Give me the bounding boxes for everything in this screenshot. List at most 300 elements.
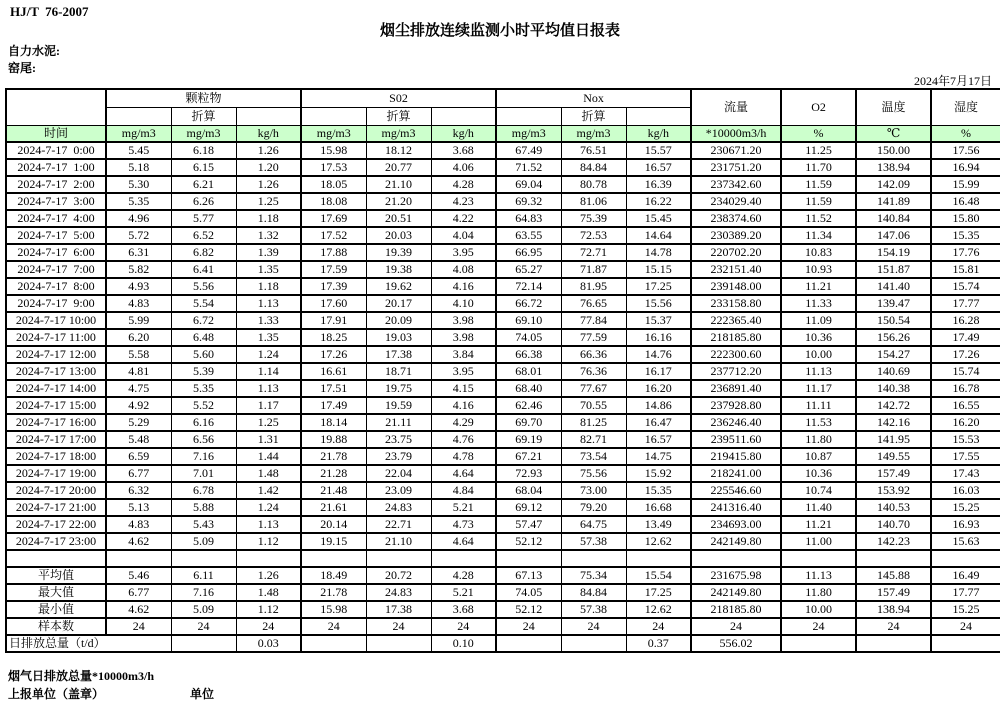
value-cell: 140.69 [856,363,931,380]
header-spacer [626,108,691,126]
value-cell: 4.73 [431,516,496,533]
value-cell: 17.38 [366,346,431,363]
value-cell: 1.12 [236,533,301,550]
value-cell: 66.95 [496,244,561,261]
header-row-units [6,126,1000,143]
value-cell: 16.55 [931,397,1000,414]
value-cell: 24 [106,618,171,635]
value-cell: 17.55 [931,448,1000,465]
value-cell: 6.32 [106,482,171,499]
value-cell: 239511.60 [691,431,781,448]
value-cell: 84.84 [561,159,626,176]
value-cell: 11.21 [781,278,856,295]
table-row [6,533,1000,550]
value-cell: 17.77 [931,295,1000,312]
value-cell: 231675.98 [691,567,781,584]
value-cell [561,550,626,567]
value-cell: 11.52 [781,210,856,227]
value-cell: 71.87 [561,261,626,278]
value-cell: 154.19 [856,244,931,261]
value-cell: 1.44 [236,448,301,465]
value-cell: 15.99 [931,176,1000,193]
value-cell: 12.62 [626,601,691,618]
unit-cell: kg/h [431,126,496,143]
value-cell: 17.26 [931,346,1000,363]
value-cell: 237928.80 [691,397,781,414]
summary-row [6,584,1000,601]
value-cell: 1.35 [236,261,301,278]
value-cell: 6.26 [171,193,236,210]
value-cell: 15.45 [626,210,691,227]
unit-cell: mg/m3 [171,126,236,143]
value-cell: 24 [626,618,691,635]
table-row [6,176,1000,193]
header-flow: 流量 [691,89,781,126]
value-cell: 6.21 [171,176,236,193]
value-cell: 4.81 [106,363,171,380]
value-cell [931,635,1000,652]
value-cell: 11.09 [781,312,856,329]
table-body [6,142,1000,652]
value-cell [561,635,626,652]
standard-code: HJ/T 76-2007 [10,4,89,19]
value-cell: 218185.80 [691,601,781,618]
value-cell: 18.25 [301,329,366,346]
value-cell: 140.38 [856,380,931,397]
table-row [6,346,1000,363]
value-cell: 75.34 [561,567,626,584]
table-row [6,142,1000,159]
time-cell: 2024-7-17 6:00 [6,244,106,261]
value-cell [781,635,856,652]
value-cell: 17.25 [626,584,691,601]
value-cell: 4.04 [431,227,496,244]
value-cell: 20.09 [366,312,431,329]
header-spacer [301,108,366,126]
value-cell: 13.49 [626,516,691,533]
value-cell: 19.39 [366,244,431,261]
value-cell: 6.52 [171,227,236,244]
unit-cell: kg/h [626,126,691,143]
value-cell: 15.92 [626,465,691,482]
value-cell: 16.49 [931,567,1000,584]
value-cell: 231751.20 [691,159,781,176]
company-label: 自力水泥: [8,44,60,58]
value-cell: 16.20 [626,380,691,397]
value-cell: 16.39 [626,176,691,193]
value-cell: 142.09 [856,176,931,193]
value-cell: 1.18 [236,210,301,227]
value-cell: 225546.60 [691,482,781,499]
value-cell: 18.12 [366,142,431,159]
value-cell: 16.17 [626,363,691,380]
summary-label: 最小值 [6,601,106,618]
value-cell: 5.30 [106,176,171,193]
value-cell: 150.00 [856,142,931,159]
value-cell: 6.11 [171,567,236,584]
value-cell: 0.03 [236,635,301,652]
time-cell: 2024-7-17 18:00 [6,448,106,465]
value-cell [301,550,366,567]
value-cell: 242149.80 [691,584,781,601]
value-cell: 150.54 [856,312,931,329]
value-cell: 5.82 [106,261,171,278]
time-cell: 2024-7-17 23:00 [6,533,106,550]
value-cell: 24 [171,618,236,635]
value-cell: 139.47 [856,295,931,312]
summary-row [6,567,1000,584]
value-cell: 23.75 [366,431,431,448]
value-cell: 24.83 [366,584,431,601]
value-cell: 142.23 [856,533,931,550]
value-cell [496,550,561,567]
value-cell: 5.48 [106,431,171,448]
value-cell: 5.13 [106,499,171,516]
table-row [6,227,1000,244]
value-cell: 0.37 [626,635,691,652]
time-cell: 2024-7-17 1:00 [6,159,106,176]
value-cell: 24 [366,618,431,635]
time-cell [6,550,106,567]
time-cell: 2024-7-17 16:00 [6,414,106,431]
value-cell: 5.72 [106,227,171,244]
value-cell: 24 [236,618,301,635]
value-cell: 75.39 [561,210,626,227]
value-cell: 66.38 [496,346,561,363]
value-cell: 72.53 [561,227,626,244]
value-cell: 4.62 [106,533,171,550]
value-cell: 11.59 [781,176,856,193]
value-cell: 15.63 [931,533,1000,550]
value-cell: 20.77 [366,159,431,176]
value-cell: 57.38 [561,533,626,550]
value-cell: 1.25 [236,193,301,210]
value-cell: 3.84 [431,346,496,363]
value-cell: 5.77 [171,210,236,227]
time-cell: 2024-7-17 13:00 [6,363,106,380]
value-cell: 138.94 [856,159,931,176]
value-cell: 67.49 [496,142,561,159]
value-cell [431,550,496,567]
time-cell: 2024-7-17 4:00 [6,210,106,227]
daily-total-row [6,635,1000,652]
value-cell: 3.98 [431,312,496,329]
value-cell: 17.43 [931,465,1000,482]
value-cell: 11.53 [781,414,856,431]
value-cell: 6.82 [171,244,236,261]
value-cell: 23.09 [366,482,431,499]
time-cell: 2024-7-17 14:00 [6,380,106,397]
value-cell: 4.64 [431,465,496,482]
value-cell: 4.78 [431,448,496,465]
value-cell: 15.35 [931,227,1000,244]
unit-cell: mg/m3 [496,126,561,143]
value-cell: 16.68 [626,499,691,516]
value-cell: 1.25 [236,414,301,431]
time-cell: 2024-7-17 8:00 [6,278,106,295]
value-cell: 1.13 [236,295,301,312]
value-cell: 11.80 [781,584,856,601]
group-header-so2: S02 [301,89,496,108]
value-cell: 15.74 [931,278,1000,295]
value-cell: 11.00 [781,533,856,550]
reporting-unit-label: 上报单位（盖章） [8,687,105,701]
value-cell: 21.20 [366,193,431,210]
value-cell: 19.03 [366,329,431,346]
value-cell: 17.69 [301,210,366,227]
value-cell: 5.52 [171,397,236,414]
table-row [6,159,1000,176]
header-spacer [431,108,496,126]
time-cell: 2024-7-17 21:00 [6,499,106,516]
value-cell: 19.75 [366,380,431,397]
value-cell: 4.06 [431,159,496,176]
value-cell: 6.56 [171,431,236,448]
time-cell: 2024-7-17 22:00 [6,516,106,533]
value-cell: 6.16 [171,414,236,431]
value-cell: 17.51 [301,380,366,397]
value-cell: 242149.80 [691,533,781,550]
value-cell: 18.71 [366,363,431,380]
value-cell: 24 [931,618,1000,635]
table-row [6,448,1000,465]
value-cell: 16.03 [931,482,1000,499]
value-cell: 4.64 [431,533,496,550]
value-cell: 11.13 [781,567,856,584]
value-cell: 222300.60 [691,346,781,363]
value-cell: 7.16 [171,584,236,601]
value-cell: 3.98 [431,329,496,346]
value-cell [301,635,366,652]
value-cell: 15.98 [301,601,366,618]
value-cell: 52.12 [496,533,561,550]
value-cell: 18.08 [301,193,366,210]
value-cell: 80.78 [561,176,626,193]
value-cell: 11.40 [781,499,856,516]
value-cell: 69.10 [496,312,561,329]
value-cell: 64.83 [496,210,561,227]
value-cell: 52.12 [496,601,561,618]
value-cell: 17.52 [301,227,366,244]
header-spacer [496,108,561,126]
value-cell: 1.24 [236,499,301,516]
time-cell: 2024-7-17 0:00 [6,142,106,159]
value-cell: 11.25 [781,142,856,159]
value-cell [496,635,561,652]
unit-cell: mg/m3 [106,126,171,143]
value-cell: 556.02 [691,635,781,652]
time-cell: 2024-7-17 3:00 [6,193,106,210]
value-cell: 5.35 [171,380,236,397]
table-row [6,193,1000,210]
value-cell [626,550,691,567]
value-cell: 1.39 [236,244,301,261]
value-cell: 1.18 [236,278,301,295]
daily-total-label: 日排放总量（t/d） [6,635,171,652]
value-cell: 64.75 [561,516,626,533]
value-cell: 20.72 [366,567,431,584]
value-cell: 62.46 [496,397,561,414]
value-cell: 10.36 [781,465,856,482]
table-row [6,329,1000,346]
value-cell: 15.74 [931,363,1000,380]
unit-cell: mg/m3 [301,126,366,143]
value-cell: 15.25 [931,499,1000,516]
value-cell: 141.89 [856,193,931,210]
value-cell: 11.33 [781,295,856,312]
value-cell: 1.24 [236,346,301,363]
table-row [6,465,1000,482]
value-cell: 6.15 [171,159,236,176]
value-cell: 77.84 [561,312,626,329]
value-cell: 138.94 [856,601,931,618]
value-cell [366,635,431,652]
value-cell: 18.49 [301,567,366,584]
header-humidity: 湿度 [931,89,1000,126]
location-label: 窑尾: [8,61,36,75]
value-cell: 84.84 [561,584,626,601]
value-cell: 72.71 [561,244,626,261]
value-cell: 14.86 [626,397,691,414]
value-cell: 24 [431,618,496,635]
value-cell: 17.91 [301,312,366,329]
header-converted: 折算 [366,108,431,126]
value-cell: 21.28 [301,465,366,482]
value-cell: 14.78 [626,244,691,261]
value-cell: 17.49 [301,397,366,414]
value-cell: 5.45 [106,142,171,159]
value-cell: 77.67 [561,380,626,397]
value-cell: 20.17 [366,295,431,312]
value-cell: 12.62 [626,533,691,550]
value-cell: 1.35 [236,329,301,346]
value-cell: 69.04 [496,176,561,193]
table-row [6,312,1000,329]
value-cell: 157.49 [856,465,931,482]
value-cell: 71.52 [496,159,561,176]
value-cell: 218241.00 [691,465,781,482]
value-cell: 10.74 [781,482,856,499]
value-cell: 237342.60 [691,176,781,193]
value-cell [366,550,431,567]
value-cell: 76.36 [561,363,626,380]
value-cell: 149.55 [856,448,931,465]
value-cell: 7.01 [171,465,236,482]
value-cell: 15.37 [626,312,691,329]
table-row [6,397,1000,414]
value-cell: 10.83 [781,244,856,261]
value-cell: 69.19 [496,431,561,448]
value-cell: 19.62 [366,278,431,295]
value-cell: 17.88 [301,244,366,261]
value-cell: 147.06 [856,227,931,244]
group-header-nox: Nox [496,89,691,108]
value-cell: 19.59 [366,397,431,414]
summary-row [6,601,1000,618]
table-row [6,431,1000,448]
value-cell: 5.21 [431,584,496,601]
value-cell: 16.57 [626,431,691,448]
value-cell: 233158.80 [691,295,781,312]
value-cell: 19.15 [301,533,366,550]
value-cell: 238374.60 [691,210,781,227]
value-cell: 16.48 [931,193,1000,210]
value-cell: 4.93 [106,278,171,295]
value-cell: 16.94 [931,159,1000,176]
page-title: 烟尘排放连续监测小时平均值日报表 [379,23,620,39]
value-cell: 18.14 [301,414,366,431]
time-cell: 2024-7-17 15:00 [6,397,106,414]
table-row [6,482,1000,499]
value-cell: 142.16 [856,414,931,431]
value-cell: 11.13 [781,363,856,380]
value-cell: 24 [781,618,856,635]
time-cell: 2024-7-17 5:00 [6,227,106,244]
value-cell [931,550,1000,567]
value-cell: 5.09 [171,533,236,550]
value-cell: 17.77 [931,584,1000,601]
group-header-particulate: 颗粒物 [106,89,301,108]
value-cell: 140.53 [856,499,931,516]
value-cell: 68.40 [496,380,561,397]
value-cell: 1.42 [236,482,301,499]
value-cell: 81.25 [561,414,626,431]
summary-label: 平均值 [6,567,106,584]
header-converted: 折算 [171,108,236,126]
header-converted: 折算 [561,108,626,126]
value-cell: 15.56 [626,295,691,312]
value-cell: 15.35 [626,482,691,499]
time-cell: 2024-7-17 17:00 [6,431,106,448]
time-cell: 2024-7-17 9:00 [6,295,106,312]
value-cell: 142.72 [856,397,931,414]
header-spacer [236,108,301,126]
value-cell: 1.20 [236,159,301,176]
value-cell: 5.46 [106,567,171,584]
unit-cell: mg/m3 [366,126,431,143]
value-cell: 1.48 [236,584,301,601]
value-cell: 77.59 [561,329,626,346]
table-row [6,499,1000,516]
value-cell: 63.55 [496,227,561,244]
value-cell: 4.62 [106,601,171,618]
value-cell: 18.05 [301,176,366,193]
value-cell: 14.76 [626,346,691,363]
value-cell: 4.76 [431,431,496,448]
value-cell: 15.98 [301,142,366,159]
value-cell: 218185.80 [691,329,781,346]
time-cell: 2024-7-17 12:00 [6,346,106,363]
value-cell: 6.59 [106,448,171,465]
value-cell [691,550,781,567]
table-row [6,414,1000,431]
value-cell: 3.95 [431,363,496,380]
time-header-spacer [6,89,106,126]
value-cell: 6.20 [106,329,171,346]
value-cell: 4.23 [431,193,496,210]
header-row-groups [6,89,1000,108]
value-cell: 67.13 [496,567,561,584]
value-cell: 6.41 [171,261,236,278]
table-row [6,261,1000,278]
summary-label: 最大值 [6,584,106,601]
value-cell: 5.35 [106,193,171,210]
value-cell: 69.70 [496,414,561,431]
value-cell: 1.13 [236,516,301,533]
value-cell: 11.59 [781,193,856,210]
value-cell: 15.53 [931,431,1000,448]
value-cell: 72.93 [496,465,561,482]
